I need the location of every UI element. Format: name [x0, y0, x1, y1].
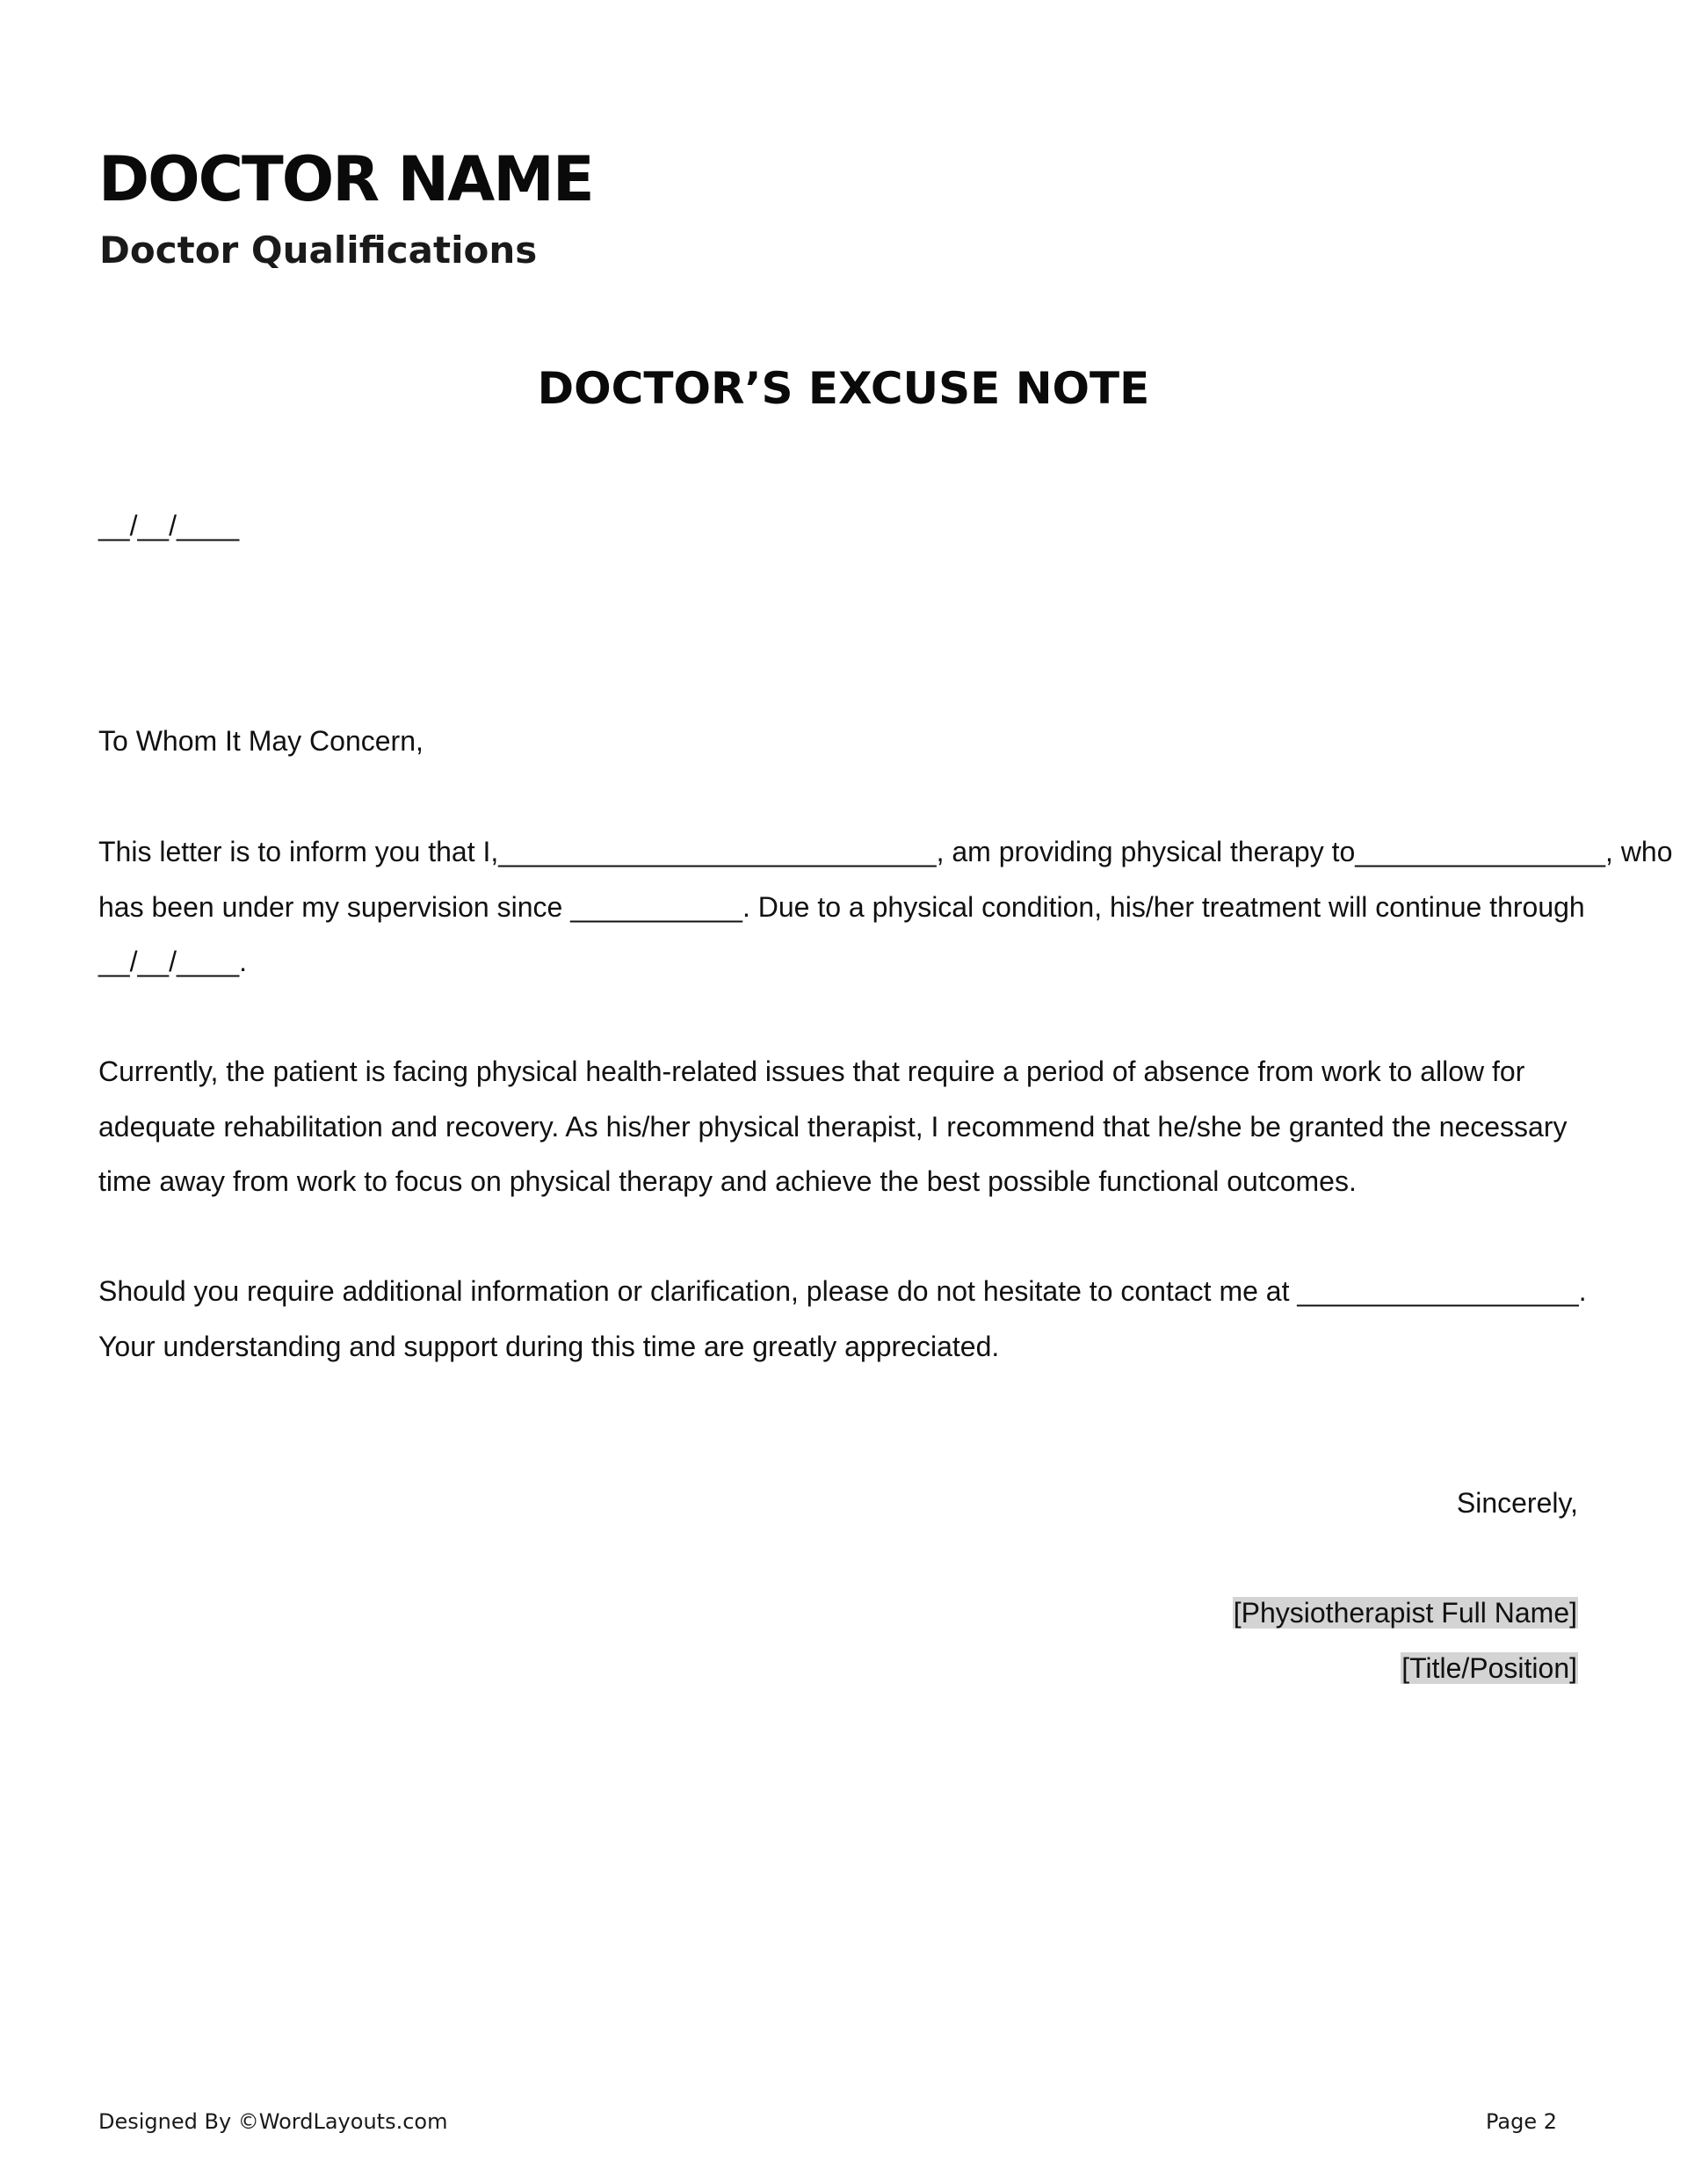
paragraph-line: This letter is to inform you that I,____________________________, am providing physical therapy to________________, who [98, 836, 1673, 867]
paragraph-line: Should you require additional information or clarification, please do not hesitate to contact me at __________________. [98, 1275, 1587, 1307]
paragraph-line: adequate rehabilitation and recovery. As his/her physical therapist, I recommend that he/she be granted the necessary [98, 1110, 1568, 1143]
signature-title-placeholder: [Title/Position] [1401, 1652, 1577, 1684]
paragraph-line: __/__/____. [98, 946, 248, 977]
paragraph-contact [98, 1264, 1587, 1374]
footer-credit: Designed By ©WordLayouts.com [98, 2109, 448, 2134]
salutation: To Whom It May Concern, [98, 725, 424, 757]
paragraph-line: time away from work to focus on physical therapy and achieve the best possible functional outcomes. [98, 1165, 1357, 1197]
signature-name-placeholder: [Physiotherapist Full Name] [1233, 1597, 1577, 1629]
page-number: Page 2 [1486, 2109, 1557, 2134]
doctor-qualifications: Doctor Qualifications [99, 229, 538, 272]
paragraph-line: has been under my supervision since ___________. Due to a physical condition, his/her treatment will continue through [98, 890, 1585, 923]
date-field: __/__/____ [98, 510, 240, 541]
paragraph-line: Currently, the patient is facing physical health-related issues that require a period of absence from work to allow for [98, 1056, 1525, 1087]
document-title: DOCTOR’S EXCUSE NOTE [537, 363, 1150, 414]
closing: Sincerely, [1456, 1487, 1578, 1519]
paragraph-recommendation [98, 1044, 1568, 1209]
paragraph-line: Your understanding and support during this time are greatly appreciated. [98, 1330, 1000, 1362]
doctor-name-heading: DOCTOR NAME [98, 143, 593, 215]
signature-name [1233, 1593, 1578, 1633]
signature-title [1401, 1648, 1578, 1688]
paragraph-intro [98, 824, 1673, 990]
